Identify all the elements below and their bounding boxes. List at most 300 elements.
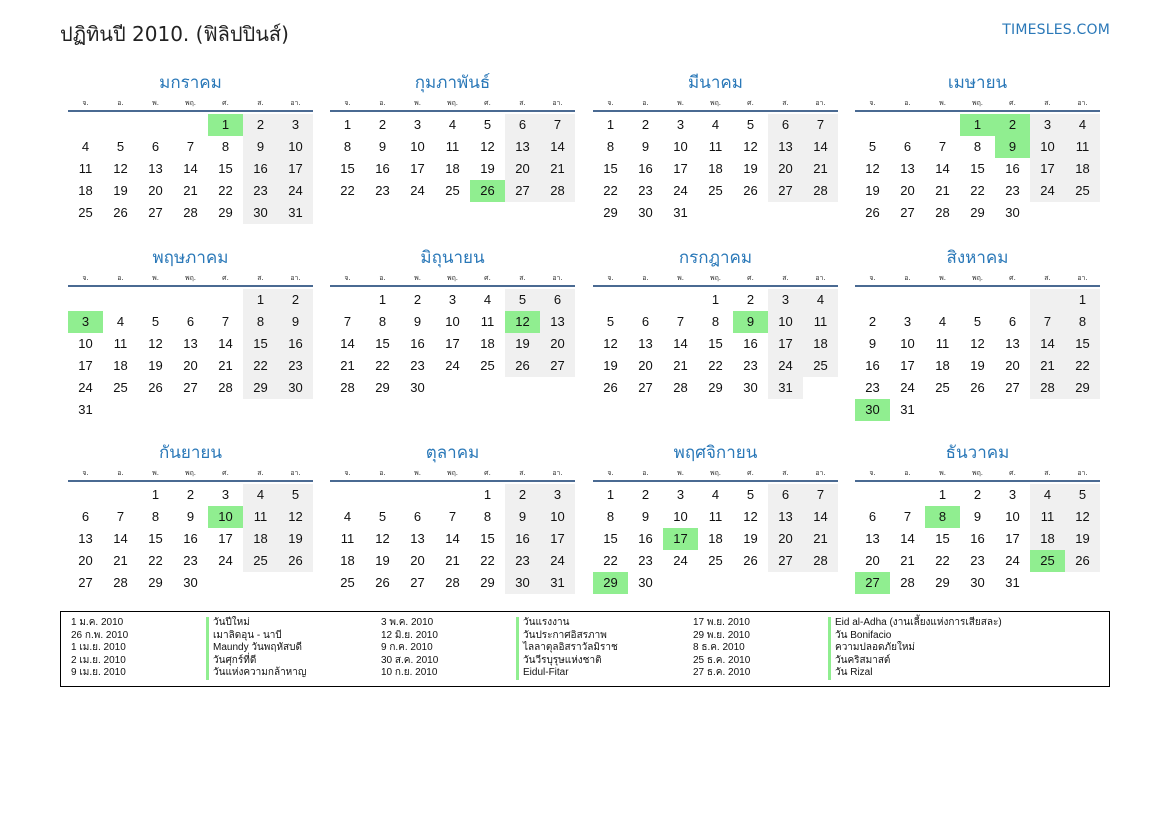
- day-cell[interactable]: 16: [743, 336, 758, 351]
- day-cell[interactable]: 16: [638, 531, 653, 546]
- day-cell[interactable]: 6: [768, 484, 803, 506]
- day-cell[interactable]: 11: [1030, 506, 1065, 528]
- day-cell[interactable]: 3: [1008, 487, 1017, 502]
- day-cell[interactable]: 17: [900, 358, 915, 373]
- day-cell[interactable]: 25: [78, 205, 93, 220]
- day-cell[interactable]: 5: [746, 117, 755, 132]
- day-cell[interactable]: 16: [505, 528, 540, 550]
- day-cell[interactable]: 27: [900, 205, 915, 220]
- day-cell[interactable]: 2: [868, 314, 877, 329]
- day-cell[interactable]: 20: [505, 158, 540, 180]
- day-cell[interactable]: 1: [378, 292, 387, 307]
- day-cell[interactable]: 28: [900, 575, 915, 590]
- day-cell[interactable]: 12: [865, 161, 880, 176]
- day-cell[interactable]: 28: [340, 380, 355, 395]
- day-cell[interactable]: 10: [1030, 136, 1065, 158]
- day-cell[interactable]: 15: [935, 531, 950, 546]
- day-cell[interactable]: 24: [78, 380, 93, 395]
- day-cell[interactable]: 21: [935, 183, 950, 198]
- day-cell[interactable]: 22: [603, 553, 618, 568]
- day-cell[interactable]: 8: [378, 314, 387, 329]
- day-cell[interactable]: 12: [480, 139, 495, 154]
- day-cell[interactable]: 23: [638, 553, 653, 568]
- day-cell[interactable]: 3: [68, 311, 103, 333]
- day-cell[interactable]: 26: [1065, 550, 1100, 572]
- day-cell[interactable]: 28: [113, 575, 128, 590]
- day-cell[interactable]: 2: [641, 117, 650, 132]
- day-cell[interactable]: 10: [900, 336, 915, 351]
- day-cell[interactable]: 8: [221, 139, 230, 154]
- day-cell[interactable]: 28: [218, 380, 233, 395]
- day-cell[interactable]: 3: [540, 484, 575, 506]
- day-cell[interactable]: 21: [113, 553, 128, 568]
- day-cell[interactable]: 20: [78, 553, 93, 568]
- day-cell[interactable]: 14: [113, 531, 128, 546]
- day-cell[interactable]: 12: [1065, 506, 1100, 528]
- day-cell[interactable]: 18: [340, 553, 355, 568]
- day-cell[interactable]: 31: [1005, 575, 1020, 590]
- day-cell[interactable]: 14: [1030, 333, 1065, 355]
- day-cell[interactable]: 9: [505, 506, 540, 528]
- day-cell[interactable]: 27: [410, 575, 425, 590]
- day-cell[interactable]: 9: [378, 139, 387, 154]
- day-cell[interactable]: 19: [375, 553, 390, 568]
- day-cell[interactable]: 24: [900, 380, 915, 395]
- day-cell[interactable]: 29: [708, 380, 723, 395]
- day-cell[interactable]: 6: [1008, 314, 1017, 329]
- day-cell[interactable]: 28: [673, 380, 688, 395]
- day-cell[interactable]: 31: [673, 205, 688, 220]
- day-cell[interactable]: 25: [1065, 180, 1100, 202]
- day-cell[interactable]: 30: [183, 575, 198, 590]
- day-cell[interactable]: 28: [445, 575, 460, 590]
- day-cell[interactable]: 11: [243, 506, 278, 528]
- day-cell[interactable]: 19: [865, 183, 880, 198]
- day-cell[interactable]: 15: [603, 161, 618, 176]
- day-cell[interactable]: 6: [505, 114, 540, 136]
- day-cell[interactable]: 8: [606, 509, 615, 524]
- day-cell[interactable]: 23: [638, 183, 653, 198]
- day-cell[interactable]: 7: [540, 114, 575, 136]
- day-cell[interactable]: 18: [708, 161, 723, 176]
- day-cell[interactable]: 28: [540, 180, 575, 202]
- day-cell[interactable]: 8: [973, 139, 982, 154]
- day-cell[interactable]: 23: [865, 380, 880, 395]
- day-cell[interactable]: 30: [410, 380, 425, 395]
- day-cell[interactable]: 5: [868, 139, 877, 154]
- day-cell[interactable]: 30: [638, 205, 653, 220]
- day-cell[interactable]: 25: [445, 183, 460, 198]
- day-cell[interactable]: 7: [343, 314, 352, 329]
- day-cell[interactable]: 16: [970, 531, 985, 546]
- day-cell[interactable]: 27: [148, 205, 163, 220]
- day-cell[interactable]: 25: [340, 575, 355, 590]
- day-cell[interactable]: 4: [243, 484, 278, 506]
- day-cell[interactable]: 12: [743, 139, 758, 154]
- day-cell[interactable]: 19: [278, 528, 313, 550]
- day-cell[interactable]: 13: [768, 506, 803, 528]
- day-cell[interactable]: 19: [113, 183, 128, 198]
- day-cell[interactable]: 24: [1030, 180, 1065, 202]
- day-cell[interactable]: 24: [218, 553, 233, 568]
- day-cell[interactable]: 3: [676, 487, 685, 502]
- day-cell[interactable]: 22: [148, 553, 163, 568]
- day-cell[interactable]: 22: [935, 553, 950, 568]
- day-cell[interactable]: 16: [410, 336, 425, 351]
- day-cell[interactable]: 30: [743, 380, 758, 395]
- day-cell[interactable]: 23: [278, 355, 313, 377]
- day-cell[interactable]: 26: [148, 380, 163, 395]
- day-cell[interactable]: 23: [743, 358, 758, 373]
- day-cell[interactable]: 16: [865, 358, 880, 373]
- day-cell[interactable]: 3: [448, 292, 457, 307]
- day-cell[interactable]: 24: [410, 183, 425, 198]
- day-cell[interactable]: 26: [113, 205, 128, 220]
- day-cell[interactable]: 29: [243, 377, 278, 399]
- day-cell[interactable]: 6: [81, 509, 90, 524]
- day-cell[interactable]: 22: [243, 355, 278, 377]
- day-cell[interactable]: 8: [606, 139, 615, 154]
- day-cell[interactable]: 25: [1030, 550, 1065, 572]
- day-cell[interactable]: 14: [673, 336, 688, 351]
- day-cell[interactable]: 13: [505, 136, 540, 158]
- day-cell[interactable]: 23: [1005, 183, 1020, 198]
- day-cell[interactable]: 18: [445, 161, 460, 176]
- day-cell[interactable]: 29: [218, 205, 233, 220]
- day-cell[interactable]: 22: [603, 183, 618, 198]
- day-cell[interactable]: 26: [375, 575, 390, 590]
- day-cell[interactable]: 31: [278, 202, 313, 224]
- day-cell[interactable]: 24: [445, 358, 460, 373]
- day-cell[interactable]: 18: [1030, 528, 1065, 550]
- day-cell[interactable]: 23: [505, 550, 540, 572]
- day-cell[interactable]: 15: [243, 333, 278, 355]
- day-cell[interactable]: 19: [505, 333, 540, 355]
- day-cell[interactable]: 6: [413, 509, 422, 524]
- day-cell[interactable]: 26: [865, 205, 880, 220]
- day-cell[interactable]: 15: [603, 531, 618, 546]
- day-cell[interactable]: 4: [483, 292, 492, 307]
- day-cell[interactable]: 2: [641, 487, 650, 502]
- day-cell[interactable]: 1: [343, 117, 352, 132]
- day-cell[interactable]: 26: [505, 355, 540, 377]
- day-cell[interactable]: 27: [1005, 380, 1020, 395]
- day-cell[interactable]: 13: [638, 336, 653, 351]
- day-cell[interactable]: 27: [638, 380, 653, 395]
- day-cell[interactable]: 25: [935, 380, 950, 395]
- day-cell[interactable]: 12: [278, 506, 313, 528]
- day-cell[interactable]: 1: [208, 114, 243, 136]
- day-cell[interactable]: 15: [148, 531, 163, 546]
- day-cell[interactable]: 26: [278, 550, 313, 572]
- day-cell[interactable]: 2: [243, 114, 278, 136]
- day-cell[interactable]: 12: [970, 336, 985, 351]
- day-cell[interactable]: 4: [711, 117, 720, 132]
- day-cell[interactable]: 3: [768, 289, 803, 311]
- day-cell[interactable]: 6: [768, 114, 803, 136]
- day-cell[interactable]: 12: [113, 161, 128, 176]
- day-cell[interactable]: 16: [183, 531, 198, 546]
- day-cell[interactable]: 18: [935, 358, 950, 373]
- day-cell[interactable]: 8: [243, 311, 278, 333]
- day-cell[interactable]: 13: [78, 531, 93, 546]
- day-cell[interactable]: 21: [803, 158, 838, 180]
- day-cell[interactable]: 12: [505, 311, 540, 333]
- day-cell[interactable]: 14: [183, 161, 198, 176]
- day-cell[interactable]: 28: [935, 205, 950, 220]
- day-cell[interactable]: 7: [448, 509, 457, 524]
- day-cell[interactable]: 15: [480, 531, 495, 546]
- day-cell[interactable]: 31: [768, 377, 803, 399]
- day-cell[interactable]: 24: [1005, 553, 1020, 568]
- day-cell[interactable]: 3: [1030, 114, 1065, 136]
- day-cell[interactable]: 26: [603, 380, 618, 395]
- day-cell[interactable]: 11: [480, 314, 495, 329]
- day-cell[interactable]: 4: [711, 487, 720, 502]
- day-cell[interactable]: 27: [505, 180, 540, 202]
- day-cell[interactable]: 1: [606, 117, 615, 132]
- day-cell[interactable]: 20: [768, 528, 803, 550]
- day-cell[interactable]: 16: [243, 158, 278, 180]
- day-cell[interactable]: 7: [938, 139, 947, 154]
- day-cell[interactable]: 19: [148, 358, 163, 373]
- day-cell[interactable]: 20: [410, 553, 425, 568]
- day-cell[interactable]: 1: [243, 289, 278, 311]
- day-cell[interactable]: 24: [540, 550, 575, 572]
- day-cell[interactable]: 7: [221, 314, 230, 329]
- day-cell[interactable]: 1: [483, 487, 492, 502]
- day-cell[interactable]: 6: [641, 314, 650, 329]
- day-cell[interactable]: 5: [505, 289, 540, 311]
- day-cell[interactable]: 2: [186, 487, 195, 502]
- day-cell[interactable]: 27: [183, 380, 198, 395]
- day-cell[interactable]: 26: [470, 180, 505, 202]
- day-cell[interactable]: 17: [663, 528, 698, 550]
- day-cell[interactable]: 10: [445, 314, 460, 329]
- day-cell[interactable]: 31: [540, 572, 575, 594]
- day-cell[interactable]: 10: [410, 139, 425, 154]
- day-cell[interactable]: 18: [113, 358, 128, 373]
- day-cell[interactable]: 2: [378, 117, 387, 132]
- day-cell[interactable]: 7: [903, 509, 912, 524]
- day-cell[interactable]: 9: [186, 509, 195, 524]
- day-cell[interactable]: 25: [480, 358, 495, 373]
- day-cell[interactable]: 18: [708, 531, 723, 546]
- day-cell[interactable]: 31: [900, 402, 915, 417]
- day-cell[interactable]: 12: [603, 336, 618, 351]
- day-cell[interactable]: 20: [865, 553, 880, 568]
- day-cell[interactable]: 11: [1065, 136, 1100, 158]
- day-cell[interactable]: 30: [855, 399, 890, 421]
- day-cell[interactable]: 14: [935, 161, 950, 176]
- day-cell[interactable]: 29: [148, 575, 163, 590]
- day-cell[interactable]: 15: [708, 336, 723, 351]
- day-cell[interactable]: 16: [278, 333, 313, 355]
- day-cell[interactable]: 20: [900, 183, 915, 198]
- day-cell[interactable]: 6: [903, 139, 912, 154]
- day-cell[interactable]: 5: [116, 139, 125, 154]
- day-cell[interactable]: 9: [733, 311, 768, 333]
- day-cell[interactable]: 14: [445, 531, 460, 546]
- day-cell[interactable]: 30: [1005, 205, 1020, 220]
- day-cell[interactable]: 8: [343, 139, 352, 154]
- day-cell[interactable]: 4: [81, 139, 90, 154]
- day-cell[interactable]: 16: [1005, 161, 1020, 176]
- day-cell[interactable]: 30: [278, 377, 313, 399]
- day-cell[interactable]: 22: [340, 183, 355, 198]
- day-cell[interactable]: 5: [746, 487, 755, 502]
- day-cell[interactable]: 2: [505, 484, 540, 506]
- day-cell[interactable]: 23: [970, 553, 985, 568]
- day-cell[interactable]: 25: [708, 553, 723, 568]
- day-cell[interactable]: 22: [708, 358, 723, 373]
- day-cell[interactable]: 13: [410, 531, 425, 546]
- day-cell[interactable]: 17: [1005, 531, 1020, 546]
- day-cell[interactable]: 21: [803, 528, 838, 550]
- day-cell[interactable]: 6: [540, 289, 575, 311]
- day-cell[interactable]: 28: [803, 180, 838, 202]
- day-cell[interactable]: 19: [743, 161, 758, 176]
- day-cell[interactable]: 4: [343, 509, 352, 524]
- day-cell[interactable]: 22: [970, 183, 985, 198]
- day-cell[interactable]: 23: [375, 183, 390, 198]
- day-cell[interactable]: 7: [803, 484, 838, 506]
- day-cell[interactable]: 11: [445, 139, 460, 154]
- day-cell[interactable]: 19: [743, 531, 758, 546]
- day-cell[interactable]: 14: [900, 531, 915, 546]
- day-cell[interactable]: 10: [1005, 509, 1020, 524]
- day-cell[interactable]: 20: [638, 358, 653, 373]
- day-cell[interactable]: 2: [973, 487, 982, 502]
- day-cell[interactable]: 29: [480, 575, 495, 590]
- day-cell[interactable]: 8: [483, 509, 492, 524]
- day-cell[interactable]: 20: [183, 358, 198, 373]
- day-cell[interactable]: 25: [113, 380, 128, 395]
- day-cell[interactable]: 15: [1065, 333, 1100, 355]
- day-cell[interactable]: 9: [278, 311, 313, 333]
- day-cell[interactable]: 17: [445, 336, 460, 351]
- day-cell[interactable]: 30: [243, 202, 278, 224]
- day-cell[interactable]: 17: [540, 528, 575, 550]
- day-cell[interactable]: 1: [711, 292, 720, 307]
- day-cell[interactable]: 30: [970, 575, 985, 590]
- day-cell[interactable]: 29: [375, 380, 390, 395]
- day-cell[interactable]: 28: [1030, 377, 1065, 399]
- day-cell[interactable]: 29: [593, 572, 628, 594]
- day-cell[interactable]: 10: [208, 506, 243, 528]
- day-cell[interactable]: 26: [970, 380, 985, 395]
- day-cell[interactable]: 9: [641, 509, 650, 524]
- day-cell[interactable]: 30: [505, 572, 540, 594]
- day-cell[interactable]: 13: [540, 311, 575, 333]
- day-cell[interactable]: 1: [151, 487, 160, 502]
- day-cell[interactable]: 24: [673, 183, 688, 198]
- day-cell[interactable]: 11: [78, 161, 93, 176]
- day-cell[interactable]: 27: [540, 355, 575, 377]
- day-cell[interactable]: 20: [1005, 358, 1020, 373]
- day-cell[interactable]: 10: [673, 139, 688, 154]
- day-cell[interactable]: 11: [803, 311, 838, 333]
- day-cell[interactable]: 20: [540, 333, 575, 355]
- day-cell[interactable]: 21: [218, 358, 233, 373]
- day-cell[interactable]: 17: [78, 358, 93, 373]
- day-cell[interactable]: 11: [708, 139, 723, 154]
- day-cell[interactable]: 18: [243, 528, 278, 550]
- day-cell[interactable]: 23: [243, 180, 278, 202]
- day-cell[interactable]: 23: [410, 358, 425, 373]
- day-cell[interactable]: 21: [673, 358, 688, 373]
- day-cell[interactable]: 24: [673, 553, 688, 568]
- day-cell[interactable]: 9: [995, 136, 1030, 158]
- day-cell[interactable]: 19: [1065, 528, 1100, 550]
- day-cell[interactable]: 11: [340, 531, 355, 546]
- day-cell[interactable]: 4: [116, 314, 125, 329]
- day-cell[interactable]: 2: [995, 114, 1030, 136]
- day-cell[interactable]: 14: [540, 136, 575, 158]
- day-cell[interactable]: 5: [151, 314, 160, 329]
- day-cell[interactable]: 28: [803, 550, 838, 572]
- day-cell[interactable]: 9: [973, 509, 982, 524]
- day-cell[interactable]: 27: [855, 572, 890, 594]
- day-cell[interactable]: 5: [606, 314, 615, 329]
- day-cell[interactable]: 11: [708, 509, 723, 524]
- day-cell[interactable]: 17: [768, 333, 803, 355]
- day-cell[interactable]: 3: [903, 314, 912, 329]
- day-cell[interactable]: 13: [183, 336, 198, 351]
- day-cell[interactable]: 29: [1065, 377, 1100, 399]
- day-cell[interactable]: 7: [186, 139, 195, 154]
- day-cell[interactable]: 15: [375, 336, 390, 351]
- day-cell[interactable]: 21: [340, 358, 355, 373]
- day-cell[interactable]: 27: [78, 575, 93, 590]
- day-cell[interactable]: 21: [540, 158, 575, 180]
- day-cell[interactable]: 2: [278, 289, 313, 311]
- day-cell[interactable]: 5: [278, 484, 313, 506]
- day-cell[interactable]: 16: [638, 161, 653, 176]
- day-cell[interactable]: 11: [113, 336, 128, 351]
- day-cell[interactable]: 10: [768, 311, 803, 333]
- day-cell[interactable]: 18: [1065, 158, 1100, 180]
- day-cell[interactable]: 19: [970, 358, 985, 373]
- day-cell[interactable]: 6: [868, 509, 877, 524]
- day-cell[interactable]: 17: [278, 158, 313, 180]
- day-cell[interactable]: 22: [375, 358, 390, 373]
- day-cell[interactable]: 10: [540, 506, 575, 528]
- day-cell[interactable]: 4: [938, 314, 947, 329]
- day-cell[interactable]: 7: [116, 509, 125, 524]
- day-cell[interactable]: 10: [78, 336, 93, 351]
- day-cell[interactable]: 14: [218, 336, 233, 351]
- day-cell[interactable]: 7: [1030, 311, 1065, 333]
- day-cell[interactable]: 25: [803, 355, 838, 377]
- day-cell[interactable]: 17: [673, 161, 688, 176]
- day-cell[interactable]: 2: [746, 292, 755, 307]
- day-cell[interactable]: 13: [1005, 336, 1020, 351]
- day-cell[interactable]: 21: [900, 553, 915, 568]
- day-cell[interactable]: 27: [768, 180, 803, 202]
- day-cell[interactable]: 10: [278, 136, 313, 158]
- day-cell[interactable]: 26: [743, 183, 758, 198]
- day-cell[interactable]: 4: [448, 117, 457, 132]
- day-cell[interactable]: 17: [1030, 158, 1065, 180]
- day-cell[interactable]: 6: [186, 314, 195, 329]
- day-cell[interactable]: 21: [1030, 355, 1065, 377]
- day-cell[interactable]: 5: [378, 509, 387, 524]
- day-cell[interactable]: 3: [221, 487, 230, 502]
- day-cell[interactable]: 25: [708, 183, 723, 198]
- day-cell[interactable]: 13: [148, 161, 163, 176]
- day-cell[interactable]: 26: [743, 553, 758, 568]
